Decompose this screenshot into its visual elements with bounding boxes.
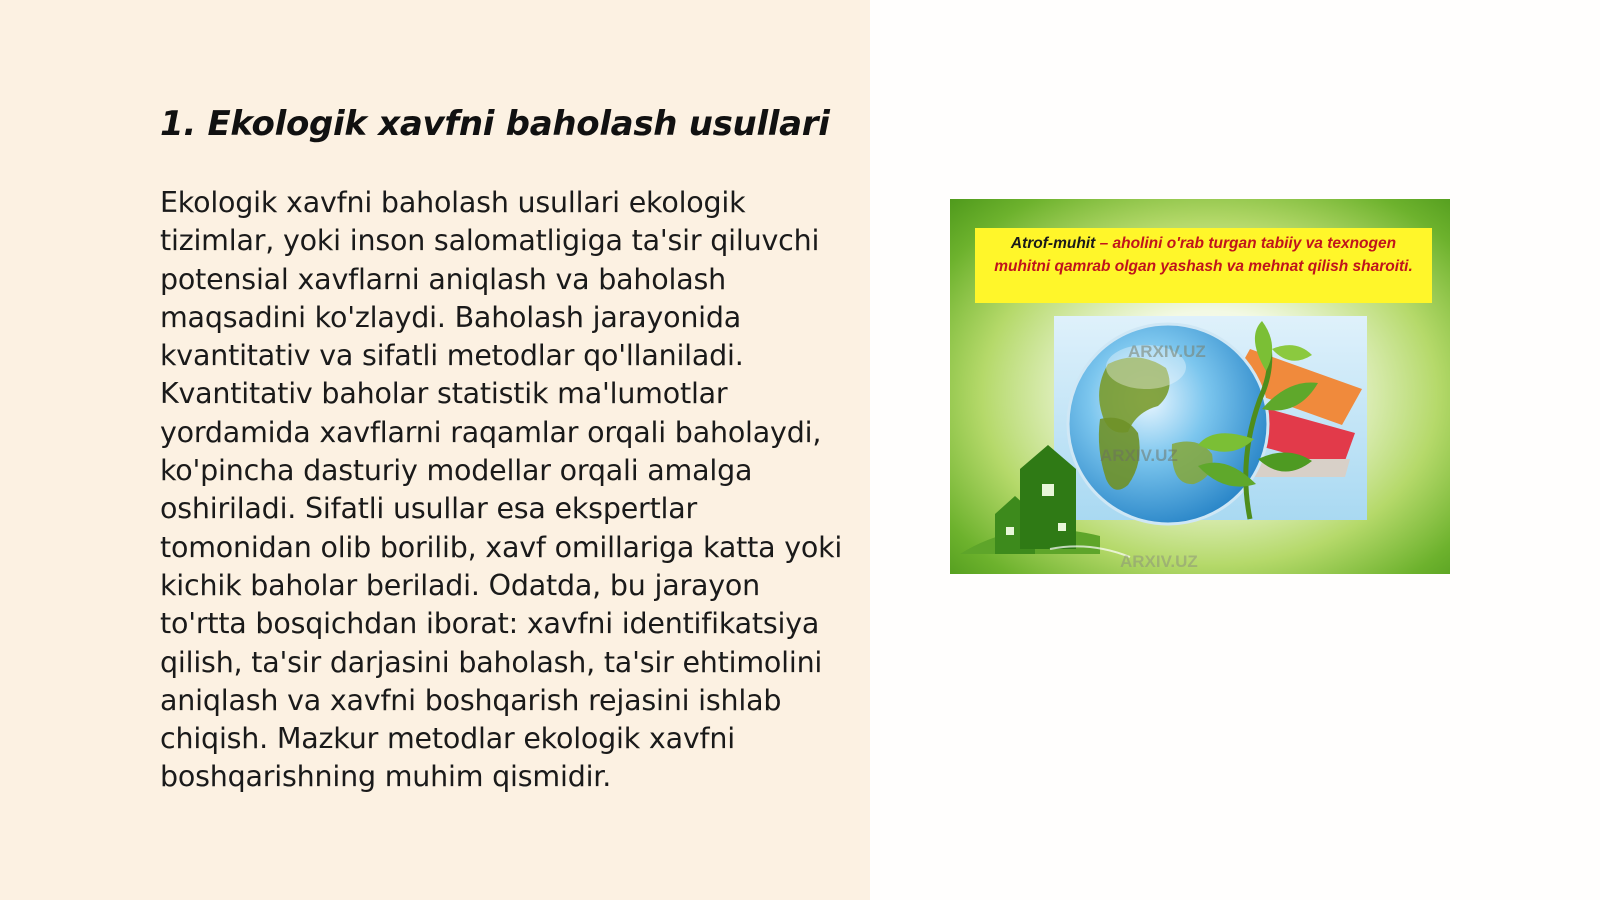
watermark-2: ARXIV.UZ [1100, 446, 1178, 465]
watermark-3: ARXIV.UZ [1120, 552, 1198, 571]
slide-body-text: Ekologik xavfni baholash usullari ekologik tizimlar, yoki inson salomatligiga ta'sir qiluvchi potensial xavflarni aniqlash va baholash maqsadini ko'zlaydi. Baholash jarayonida kvantitativ va sifatli metodlar qo'llaniladi. Kvantitativ baholar statistik ma'lumotlar yordamida xavflarni raqamlar orqali baholaydi, ko'pincha dasturiy modellar orqali amalga oshiriladi. Sifatli usullar esa ekspertlar tomonidan olib borilib, xavf omillariga katta yoki kichik baholar beriladi. Odatda, bu jarayon to'rtta bosqichdan iborat: xavfni identifikatsiya qilish, ta'sir darjasini baholash, ta'sir ehtimolini aniqlash va xavfni boshqarish rejasini ishlab chiqish. Mazkur metodlar ekologik xavfni boshqarishning muhim qismidir. [160, 186, 843, 794]
definition-text: – aholini o'rab turgan tabiiy va texnogen muhitni qamrab olgan yashash va mehnat qilish sharoiti. [994, 235, 1413, 275]
environment-illustration [950, 199, 1450, 574]
slide-title: 1. Ekologik xavfni baholash usullari [160, 104, 830, 144]
watermark-1: ARXIV.UZ [1128, 342, 1206, 361]
definition-box [975, 228, 1432, 303]
globe-artwork [950, 309, 1450, 574]
definition-term: Atrof-muhit [1010, 235, 1096, 252]
